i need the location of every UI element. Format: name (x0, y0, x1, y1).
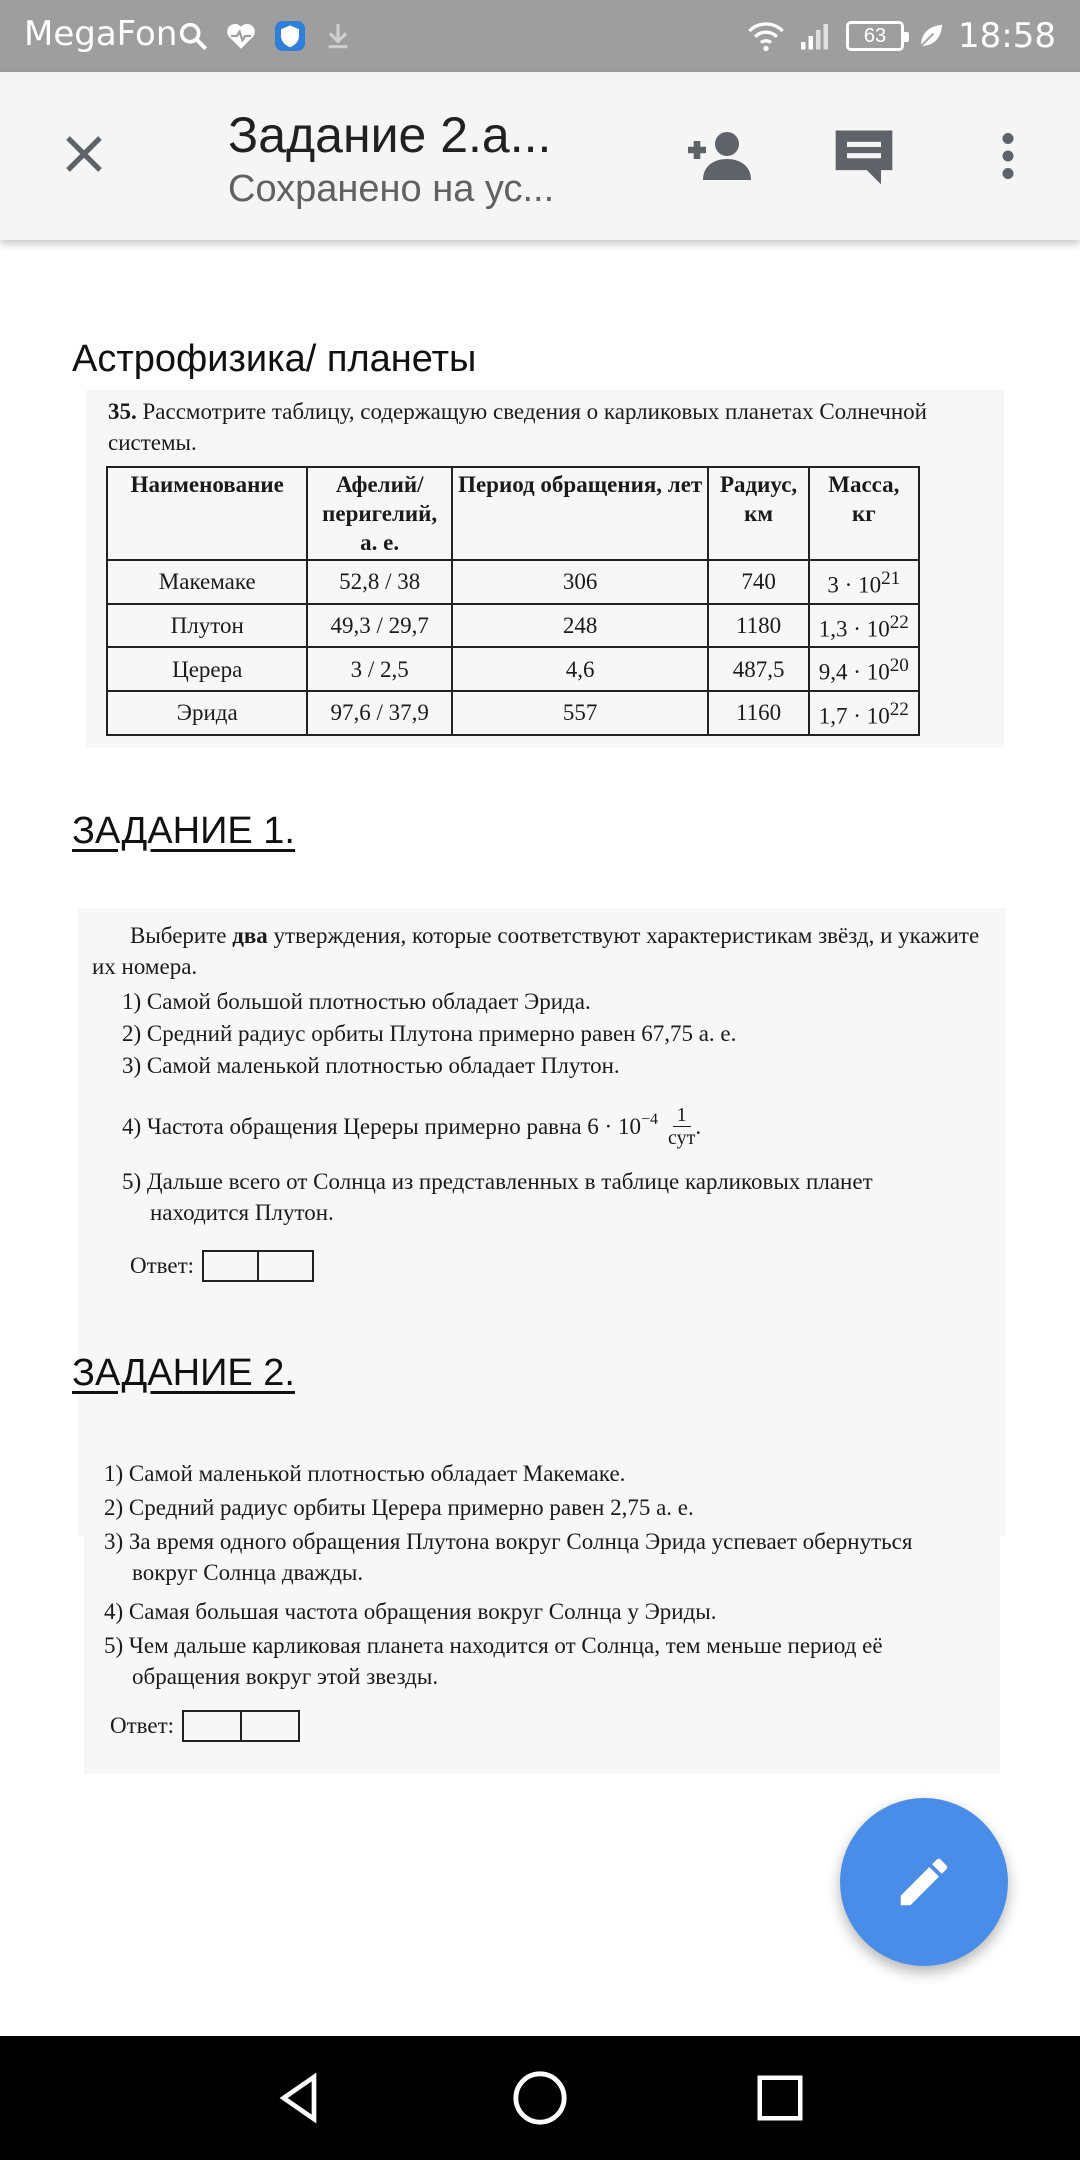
edit-icon (893, 1851, 955, 1913)
table-row (107, 647, 919, 691)
table-header: Радиус, км (708, 467, 808, 560)
recents-button[interactable] (740, 2058, 820, 2138)
back-icon (272, 2070, 328, 2126)
table-cell: 557 (452, 691, 709, 735)
health-icon (224, 19, 258, 53)
table-cell: 487,5 (708, 647, 808, 691)
leaf-icon (916, 21, 946, 51)
answer-label: Ответ: (130, 1253, 195, 1278)
table-cell: Эрида (107, 691, 307, 735)
table-header: Масса, кг (809, 467, 919, 560)
table-cell: Церера (107, 647, 307, 691)
answer-label: Ответ: (110, 1713, 175, 1738)
table-header: Наименование (107, 467, 307, 560)
more-vert-icon (978, 126, 1038, 186)
task-2-option-2: 2) Средний радиус орбиты Церера примерно равен 2,75 а. е. (104, 1495, 694, 1520)
document-title: Задание 2.а... (228, 107, 552, 163)
home-icon (511, 2069, 569, 2127)
person-add-icon (682, 120, 754, 192)
download-icon (322, 20, 354, 52)
answer-box (182, 1710, 300, 1742)
table-cell: $1,3 \cdot 10^{22}$ (809, 604, 919, 648)
table-cell: Плутон (107, 604, 307, 648)
table-cell: 740 (708, 560, 808, 604)
comments-button[interactable] (822, 114, 906, 198)
more-options-button[interactable] (966, 114, 1050, 198)
table-cell: Макемаке (107, 560, 307, 604)
task-2-option-1: 1) Самой маленькой плотностью обладает Макемаке. (104, 1461, 626, 1486)
signal-icon (798, 19, 834, 53)
shield-icon (272, 18, 308, 54)
table-row (107, 691, 919, 735)
table-cell: $1,7 \cdot 10^{22}$ (809, 691, 919, 735)
document-content[interactable] (0, 240, 1080, 2036)
problem-statement: Рассмотрите таблицу, содержащую сведения о карликовых планетах Солнечной системы. (108, 399, 927, 455)
close-button[interactable] (46, 116, 122, 192)
recents-icon (753, 2071, 807, 2125)
problem-number: 35. (108, 399, 137, 424)
table-cell: 1160 (708, 691, 808, 735)
table-cell: $9,4 \cdot 10^{20}$ (809, 647, 919, 691)
planets-table (106, 466, 920, 736)
table-cell: $3 \cdot 10^{21}$ (809, 560, 919, 604)
close-icon (60, 130, 108, 178)
answer-box (202, 1250, 314, 1282)
table-cell: 306 (452, 560, 709, 604)
task-2-title: ЗАДАНИЕ 2. (72, 1352, 295, 1394)
table-row (107, 560, 919, 604)
task-2-option-3: 3) За время одного обращения Плутона вокруг Солнца Эрида успевает обернуться вокруг Солнца дважды. (104, 1529, 913, 1585)
task-1-option-3: 3) Самой маленькой плотностью обладает Плутон. (122, 1053, 620, 1078)
table-cell: 52,8 / 38 (307, 560, 451, 604)
status-bar (0, 0, 1080, 72)
table-cell: 4,6 (452, 647, 709, 691)
table-header: Период обращения, лет (452, 467, 709, 560)
home-button[interactable] (500, 2058, 580, 2138)
problem-image (86, 390, 1004, 748)
task-1-option-5: 5) Дальше всего от Солнца из представленных в таблице карликовых планет находится Плутон. (122, 1169, 873, 1225)
table-cell: 49,3 / 29,7 (307, 604, 451, 648)
task-2-option-5: 5) Чем дальше карликовая планета находится от Солнца, тем меньше период её обращения вокруг этой звезды. (104, 1633, 883, 1689)
table-cell: 248 (452, 604, 709, 648)
clock: 18:58 (958, 16, 1056, 56)
task-1-answer (130, 1250, 314, 1282)
back-button[interactable] (260, 2058, 340, 2138)
share-button[interactable] (676, 114, 760, 198)
table-row (107, 604, 919, 648)
task-1-intro: Выберите два утверждения, которые соответствуют характеристикам звёзд, и укажите их номера. (92, 923, 980, 979)
app-bar (0, 72, 1080, 240)
task-2-image (84, 1442, 1000, 1774)
problem-text (108, 396, 988, 458)
task-1-option-1: 1) Самой большой плотностью обладает Эрида. (122, 989, 591, 1014)
task-2-answer (110, 1710, 300, 1742)
task-1-title: ЗАДАНИЕ 1. (72, 810, 295, 852)
carrier-name: MegaFon (24, 14, 178, 54)
search-icon (176, 19, 210, 53)
battery-indicator: 63 (846, 21, 904, 51)
table-header-row (107, 467, 919, 560)
table-header: Афелий/ перигелий, а. е. (307, 467, 451, 560)
comment-icon (830, 122, 898, 190)
table-cell: 3 / 2,5 (307, 647, 451, 691)
task-2-option-4: 4) Самая большая частота обращения вокруг Солнца у Эриды. (104, 1599, 717, 1624)
table-cell: 1180 (708, 604, 808, 648)
save-status: Сохранено на ус... (228, 168, 555, 210)
wifi-icon (746, 19, 786, 53)
edit-fab-button[interactable] (840, 1798, 1008, 1966)
task-1-option-4: 4) Частота обращения Цереры примерно равна 6 · 10 $^{-4}$ 1 сут . (122, 1104, 702, 1149)
task-1-option-2: 2) Средний радиус орбиты Плутона примерно равен 67,75 а. е. (122, 1021, 737, 1046)
navigation-bar (0, 2036, 1080, 2160)
document-heading: Астрофизика/ планеты (72, 338, 477, 380)
table-cell: 97,6 / 37,9 (307, 691, 451, 735)
